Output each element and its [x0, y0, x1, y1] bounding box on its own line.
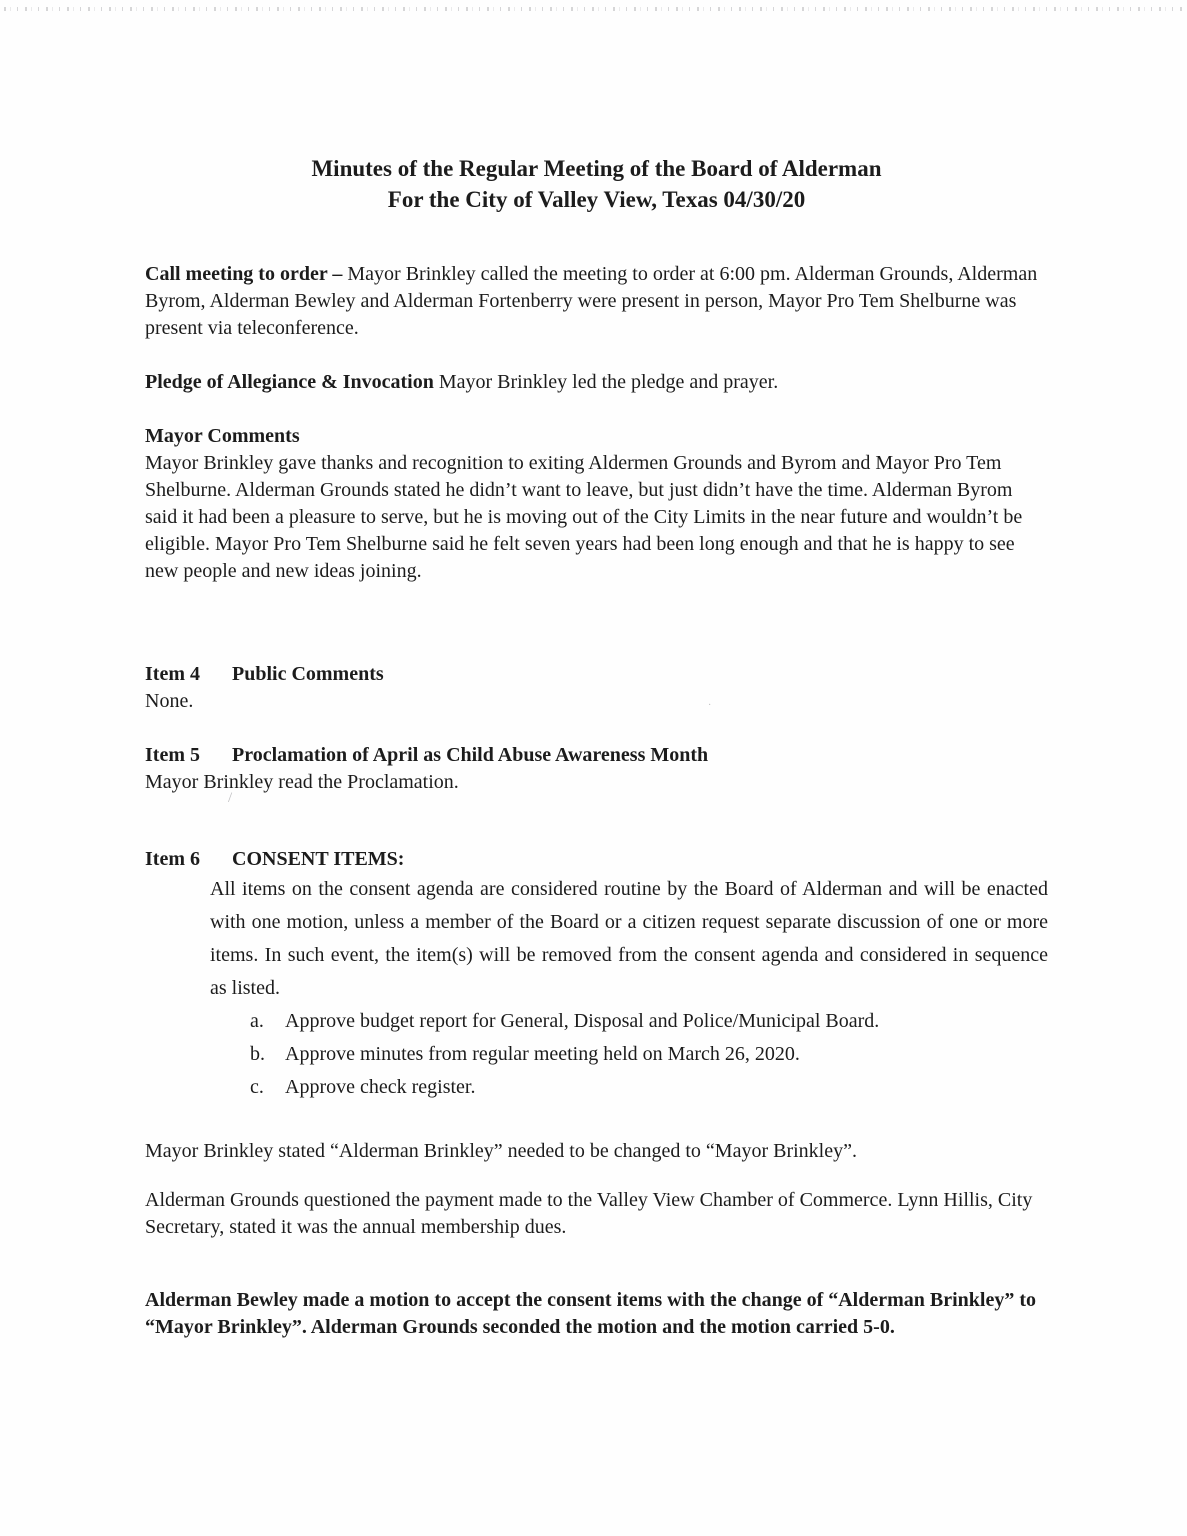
item5-heading-row [145, 742, 1048, 769]
document-title-line1: Minutes of the Regular Meeting of the Board of Alderman [311, 156, 882, 181]
list-item-text: Approve check register. [285, 1076, 476, 1098]
list-item-marker: b. [250, 1043, 265, 1065]
mayor-comments-text: Mayor Brinkley gave thanks and recognition to exiting Aldermen Grounds and Byrom and Mayor Pro Tem Shelburne. Alderman Grounds stated he didn’t want to leave, but just didn’t have the time. Alderman Byrom said it had been a pleasure to serve, but he is moving out of the City Limits in the near future and wouldn’t be eligible. Mayor Pro Tem Shelburne said he felt seven years had been long enough and that he is happy to see new people and new ideas joining. [145, 452, 1023, 582]
list-item [250, 1038, 1048, 1071]
mayor-comments-section [145, 423, 1048, 585]
motion-paragraph: Alderman Bewley made a motion to accept the consent items with the change of “Alderman Brinkley” to “Mayor Brinkley”. Alderman Grounds seconded the motion and the motion carried 5-0. [145, 1289, 1037, 1338]
list-item-text: Approve minutes from regular meeting held on March 26, 2020. [285, 1043, 800, 1065]
item5-section [145, 742, 1048, 796]
call-to-order-paragraph [145, 261, 1048, 342]
item4-label: Item 4 [145, 663, 200, 685]
item4-text: None. [145, 690, 194, 712]
consent-items-list [250, 1005, 1048, 1104]
item4-heading: Public Comments [232, 663, 384, 685]
item4-section [145, 661, 1048, 715]
item4-heading-row [145, 661, 1048, 688]
scan-speck-slash: / [228, 790, 233, 806]
item6-section [145, 846, 1048, 1104]
mayor-comments-heading: Mayor Comments [145, 425, 300, 447]
chamber-payment-paragraph: Alderman Grounds questioned the payment made to the Valley View Chamber of Commerce. Lynn Hillis, City Secretary, stated it was the annual membership dues. [145, 1189, 1033, 1238]
item6-text: All items on the consent agenda are considered routine by the Board of Alderman and will be enacted with one motion, unless a member of the Board or a citizen request separate discussion of one or more items. In such event, the item(s) will be removed from the consent agenda and considered in sequence as listed. [210, 878, 1048, 999]
item6-heading-row [145, 846, 1048, 873]
call-to-order-text: Mayor Brinkley called the meeting to order at 6:00 pm. Alderman Grounds, Alderman Byrom, Alderman Bewley and Alderman Fortenberry were present in person, Mayor Pro Tem Shelburne was present via teleconference. [145, 263, 1038, 339]
document-content [145, 0, 1048, 1341]
scan-speck-dot: · [708, 700, 712, 711]
item6-heading: CONSENT ITEMS: [232, 848, 405, 870]
item5-text: Mayor Brinkley read the Proclamation. [145, 771, 459, 793]
document-title-line2: For the City of Valley View, Texas 04/30/20 [387, 187, 806, 212]
list-item-text: Approve budget report for General, Disposal and Police/Municipal Board. [285, 1010, 880, 1032]
list-item [250, 1005, 1048, 1038]
pledge-heading: Pledge of Allegiance & Invocation [145, 371, 439, 393]
call-to-order-heading: Call meeting to order – [145, 263, 348, 285]
item5-label: Item 5 [145, 744, 200, 766]
pledge-paragraph [145, 369, 1048, 396]
brinkley-correction-paragraph: Mayor Brinkley stated “Alderman Brinkley” needed to be changed to “Mayor Brinkley”. [145, 1140, 857, 1162]
document-title [145, 153, 1048, 215]
item5-heading: Proclamation of April as Child Abuse Awareness Month [232, 744, 709, 766]
item6-label: Item 6 [145, 848, 200, 870]
list-item [250, 1071, 1048, 1104]
list-item-marker: c. [250, 1076, 264, 1098]
list-item-marker: a. [250, 1010, 264, 1032]
pledge-text: Mayor Brinkley led the pledge and prayer. [438, 371, 779, 393]
